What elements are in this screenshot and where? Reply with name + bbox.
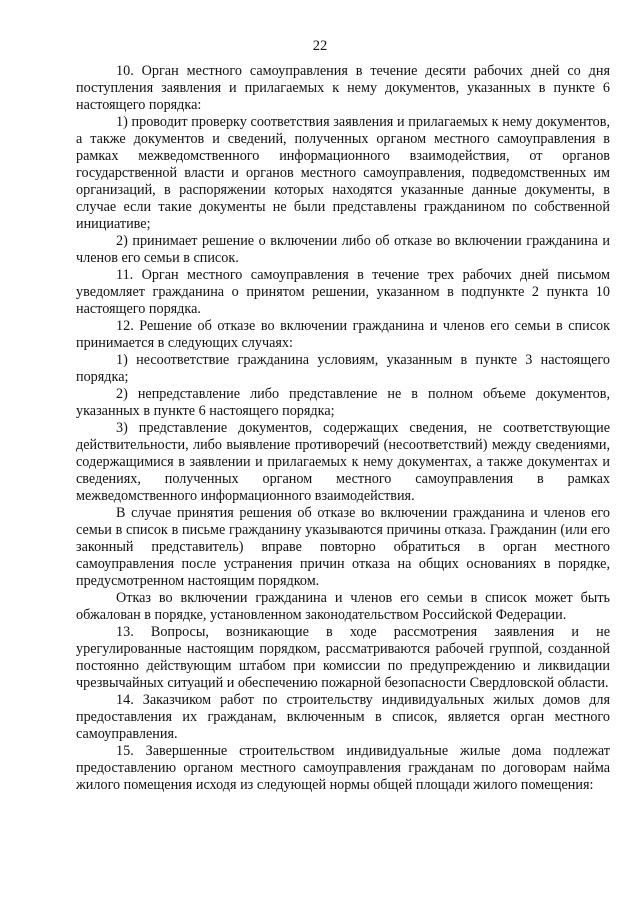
paragraph-10-item-2: 2) принимает решение о включении либо об отказе во включении гражданина и членов его семьи в список. xyxy=(76,233,610,266)
paragraph-12-item-2: 2) непредставление либо представление не в полном объеме документов, указанных в пункте 6 настоящего порядка; xyxy=(76,386,610,419)
paragraph-14: 14. Заказчиком работ по строительству индивидуальных жилых домов для предоставления их гражданам, включенным в список, является орган местного самоуправления. xyxy=(76,692,610,742)
paragraph-13: 13. Вопросы, возникающие в ходе рассмотрения заявления и не урегулированные настоящим порядком, рассматриваются рабочей группой, созданной постоянно действующим штабом при комиссии по предупреждению и ликвидации чрезвычайных ситуаций и обеспечению пожарной безопасности Свердловской области. xyxy=(76,624,610,691)
paragraph-12-item-3: 3) представление документов, содержащих сведения, не соответствующие действительности, либо выявление противоречий (несоответствий) между сведениями, содержащимися в заявлении и прилагаемых к нему документах, а также документах и сведениях, полученных органом местного самоуправления в рамках межведомственного информационного взаимодействия. xyxy=(76,420,610,504)
paragraph-12-appeal: Отказ во включении гражданина и членов его семьи в список может быть обжалован в порядке, установленном законодательством Российской Федерации. xyxy=(76,590,610,623)
paragraph-10-item-1: 1) проводит проверку соответствия заявления и прилагаемых к нему документов, а также документов и сведений, полученных органом местного самоуправления в рамках межведомственного информационного взаимодействия, от органов государственной власти и органов местного самоуправления, подведомственных им организаций, в распоряжении которых находятся указанные данные документы, в случае если такие документы не были представлены гражданином по собственной инициативе; xyxy=(76,114,610,232)
paragraph-12-item-1: 1) несоответствие гражданина условиям, указанным в пункте 3 настоящего порядка; xyxy=(76,352,610,385)
paragraph-12-refusal-notice: В случае принятия решения об отказе во включении гражданина и членов его семьи в список в письме гражданину указываются причины отказа. Гражданин (или его законный представитель) вправе повторно обратиться в орган местного самоуправления после устранения причин отказа на общих основаниях в порядке, предусмотренном настоящим порядком. xyxy=(76,505,610,589)
paragraph-12: 12. Решение об отказе во включении гражданина и членов его семьи в список принимается в следующих случаях: xyxy=(76,318,610,351)
paragraph-11: 11. Орган местного самоуправления в течение трех рабочих дней письмом уведомляет гражданина о принятом решении, указанном в подпункте 2 пункта 10 настоящего порядка. xyxy=(76,267,610,317)
document-body xyxy=(76,63,610,794)
page-number: 22 xyxy=(312,38,328,54)
paragraph-15: 15. Завершенные строительством индивидуальные жилые дома подлежат предоставлению органом местного самоуправления гражданам по договорам найма жилого помещения исходя из следующей нормы общей площади жилого помещения: xyxy=(76,743,610,793)
paragraph-10: 10. Орган местного самоуправления в течение десяти рабочих дней со дня поступления заявления и прилагаемых к нему документов, указанных в пункте 6 настоящего порядка: xyxy=(76,63,610,113)
